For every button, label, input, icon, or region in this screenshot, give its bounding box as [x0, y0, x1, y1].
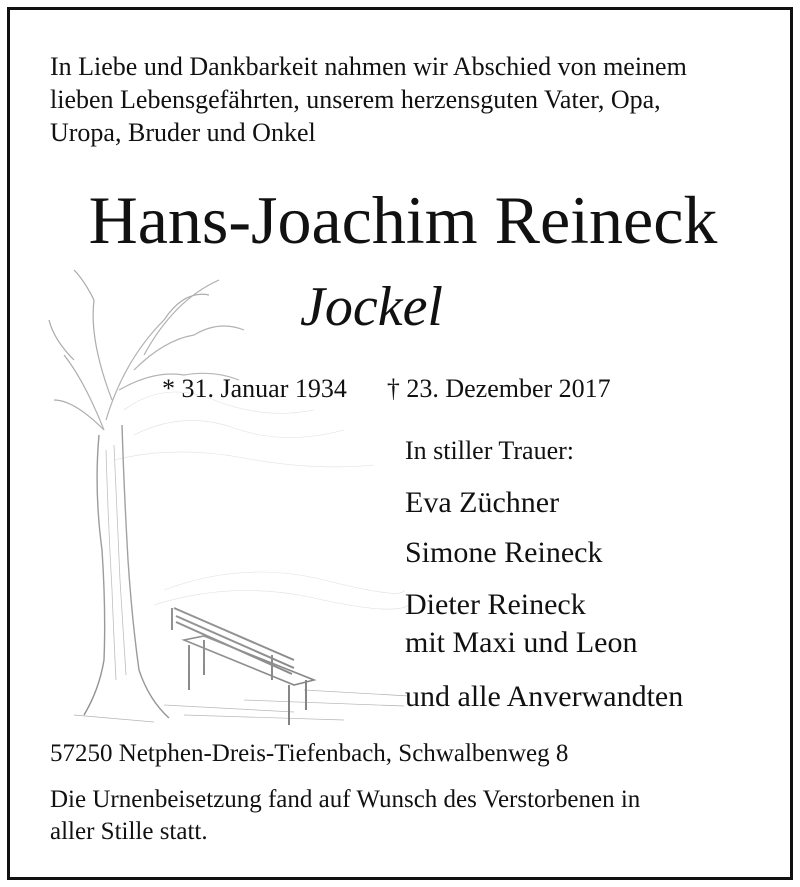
intro-line: lieben Lebensgefährten, unserem herzensguten Vater, Opa, [50, 85, 661, 114]
mourner-name: Eva Züchner [405, 486, 560, 519]
deceased-name: Hans-Joachim Reineck [88, 182, 718, 258]
birth-date: * 31. Januar 1934 [162, 374, 347, 403]
mourner-note: mit Maxi und Leon [405, 626, 638, 659]
mourner-name: Simone Reineck [405, 536, 603, 569]
death-date: † 23. Dezember 2017 [386, 374, 611, 403]
life-dates [162, 372, 611, 406]
mourning-heading: In stiller Trauer: [405, 436, 574, 465]
burial-note [50, 784, 770, 848]
obituary-frame [7, 7, 793, 880]
burial-line: aller Stille statt. [50, 818, 208, 845]
intro-line: Uropa, Bruder und Onkel [50, 118, 316, 147]
mourner-relatives: und alle Anverwandten [405, 680, 684, 713]
mourner-name: Dieter Reineck [405, 588, 586, 621]
intro-line: In Liebe und Dankbarkeit nahmen wir Abschied von meinem [50, 52, 687, 81]
deceased-nickname: Jockel [300, 276, 443, 338]
intro-text [50, 50, 750, 149]
burial-line: Die Urnenbeisetzung fand auf Wunsch des Verstorbenen in [50, 786, 641, 813]
address: 57250 Netphen-Dreis-Tiefenbach, Schwalbenweg 8 [50, 740, 569, 767]
